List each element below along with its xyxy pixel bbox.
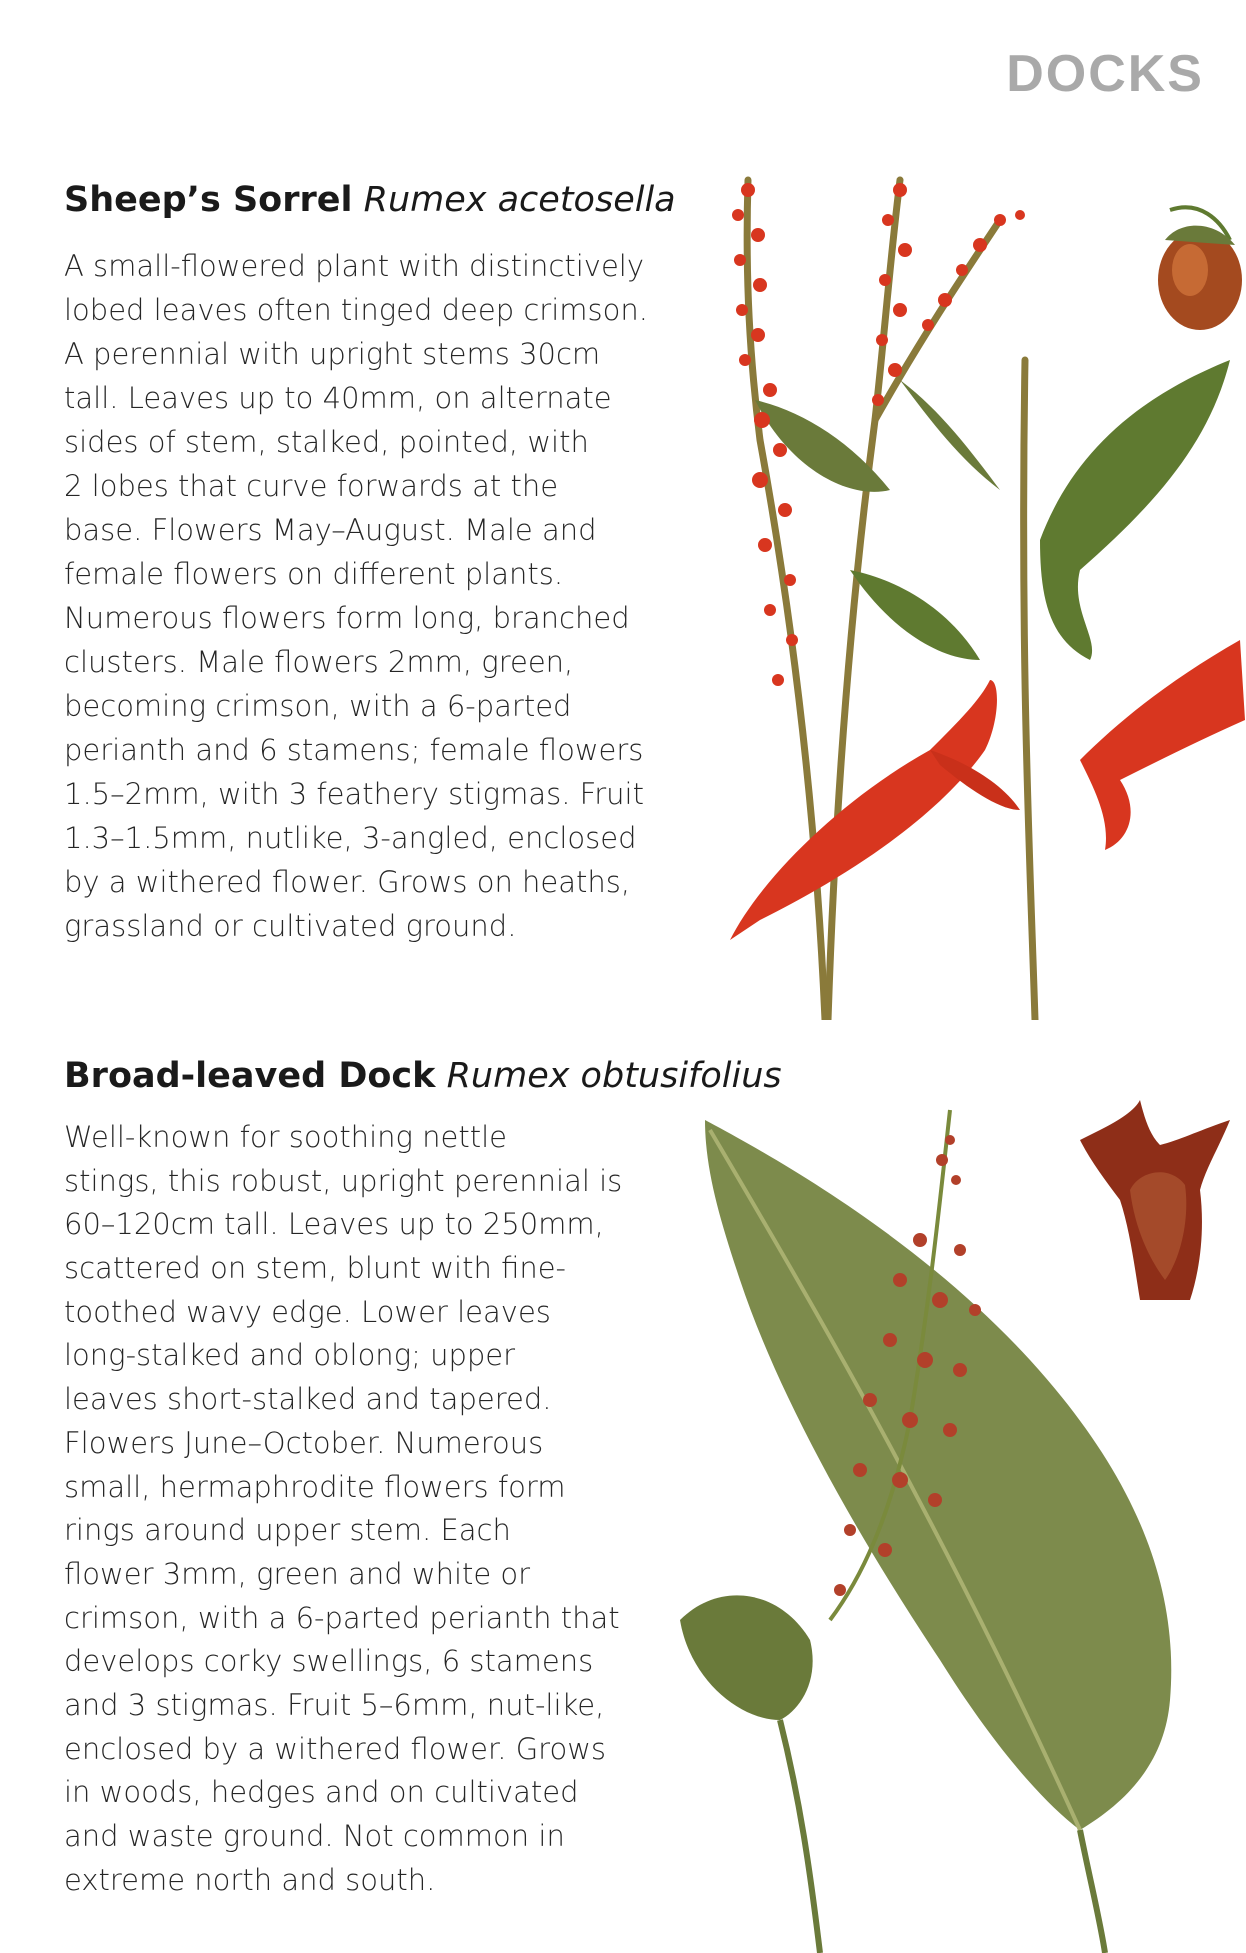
description-line: crimson, with a 6-parted perianth that <box>64 1600 620 1635</box>
description-line: A perennial with upright stems 30cm <box>64 337 601 371</box>
sheeps-sorrel-title <box>64 180 676 220</box>
description-line: 2 lobes that curve forwards at the <box>64 469 559 503</box>
description-line: leaves short-stalked and tapered. <box>64 1382 552 1417</box>
description-line: small, hermaphrodite flowers form <box>64 1469 566 1504</box>
broad-leaved-dock-latin-name: Rumex obtusifolius <box>446 1056 782 1096</box>
description-line: long-stalked and oblong; upper <box>64 1338 516 1373</box>
sorrel-leaf <box>1080 640 1245 850</box>
sorrel-leaf <box>730 680 997 940</box>
description-line: extreme north and south. <box>64 1862 436 1897</box>
description-line: Numerous flowers form long, branched <box>64 601 630 635</box>
sheeps-sorrel-illustration <box>700 160 1246 1020</box>
description-line: scattered on stem, blunt with fine- <box>64 1251 567 1286</box>
sorrel-leaves <box>730 360 1245 940</box>
broad-leaved-dock-title <box>64 1056 782 1096</box>
sheeps-sorrel-description <box>64 244 648 948</box>
sheeps-sorrel-latin-name: Rumex acetosella <box>363 180 676 220</box>
description-line: 1.3–1.5mm, nutlike, 3-angled, enclosed <box>64 821 637 855</box>
description-line: toothed wavy edge. Lower leaves <box>64 1294 551 1329</box>
sheeps-sorrel-common-name: Sheep’s Sorrel <box>64 180 353 220</box>
broad-leaved-dock-illustration <box>660 1100 1246 1953</box>
dock-leaf <box>680 1595 813 1720</box>
dock-stem <box>780 1720 820 1953</box>
description-line: Flowers June–October. Numerous <box>64 1425 544 1460</box>
sorrel-flower-clusters <box>732 183 1025 686</box>
description-line: and waste ground. Not common in <box>64 1819 565 1853</box>
description-line: perianth and 6 stamens; female flowers <box>64 733 644 767</box>
sorrel-leaf <box>900 380 1000 490</box>
description-line: lobed leaves often tinged deep crimson. <box>64 293 648 327</box>
broad-leaved-dock-common-name: Broad-leaved Dock <box>64 1056 436 1096</box>
description-line: base. Flowers May–August. Male and <box>64 513 597 547</box>
description-line: and 3 stigmas. Fruit 5–6mm, nut-like, <box>64 1687 605 1722</box>
description-line: enclosed by a withered flower. Grows <box>64 1731 607 1766</box>
description-line: in woods, hedges and on cultivated <box>64 1775 579 1810</box>
broad-leaved-dock-description <box>64 1116 622 1902</box>
section-tag: DOCKS <box>1006 45 1204 103</box>
sorrel-fruit-detail <box>1158 207 1242 330</box>
description-line: Well-known for soothing nettle <box>64 1120 507 1154</box>
sorrel-leaf <box>1040 360 1230 660</box>
description-line: by a withered flower. Grows on heaths, <box>64 865 631 899</box>
description-line: develops corky swellings, 6 stamens <box>64 1644 594 1679</box>
description-line: becoming crimson, with a 6-parted <box>64 689 572 723</box>
description-line: A small-flowered plant with distinctively <box>64 249 645 283</box>
description-line: grassland or cultivated ground. <box>64 909 517 943</box>
sorrel-leaf <box>850 570 980 660</box>
dock-flower-detail <box>1080 1100 1230 1300</box>
dock-stem <box>1080 1830 1105 1953</box>
description-line: female flowers on different plants. <box>64 557 564 591</box>
description-line: 60–120cm tall. Leaves up to 250mm, <box>64 1207 604 1242</box>
description-line: clusters. Male flowers 2mm, green, <box>64 645 574 679</box>
description-line: flower 3mm, green and white or <box>64 1556 531 1591</box>
description-line: stings, this robust, upright perennial is <box>64 1163 623 1198</box>
description-line: tall. Leaves up to 40mm, on alternate <box>64 381 612 415</box>
description-line: rings around upper stem. Each <box>64 1513 511 1548</box>
description-line: sides of stem, stalked, pointed, with <box>64 425 589 459</box>
description-line: 1.5–2mm, with 3 feathery stigmas. Fruit <box>64 777 644 811</box>
